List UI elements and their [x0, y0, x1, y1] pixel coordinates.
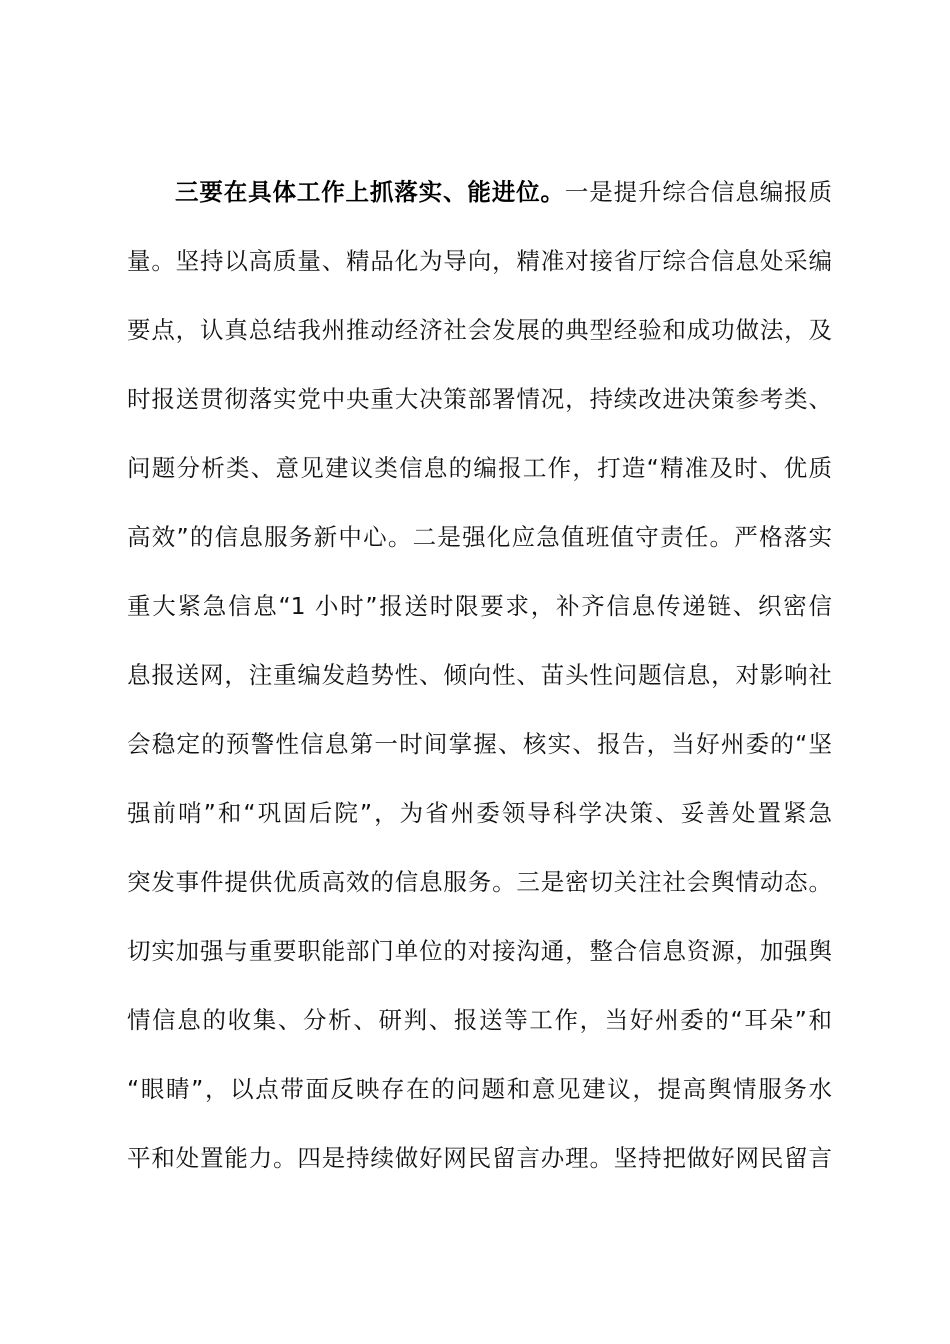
- paragraph-line-11: 突发事件提供优质高效的信息服务。三是密切关注社会舆情动态。: [127, 868, 832, 896]
- paragraph-line-6: 高效”的信息服务新中心。二是强化应急值班值守责任。严格落实: [127, 523, 832, 551]
- paragraph-line-3: 要点，认真总结我州推动经济社会发展的典型经验和成功做法，及: [127, 316, 832, 344]
- first-line-text: 一是提升综合信息编报质: [564, 178, 833, 206]
- paragraph-line-1: [127, 158, 832, 227]
- paragraph-line-15: 平和处置能力。四是持续做好网民留言办理。坚持把做好网民留言: [127, 1144, 832, 1172]
- body-paragraph: [127, 158, 832, 1193]
- paragraph-line-13: 情信息的收集、分析、研判、报送等工作，当好州委的“耳朵”和: [127, 1006, 832, 1034]
- paragraph-line-5: 问题分析类、意见建议类信息的编报工作，打造“精准及时、优质: [127, 454, 832, 482]
- paragraph-line-10: 强前哨”和“巩固后院”，为省州委领导科学决策、妥善处置紧急: [127, 799, 832, 827]
- paragraph-line-9: 会稳定的预警性信息第一时间掌握、核实、报告，当好州委的“坚: [127, 730, 832, 758]
- paragraph-line-12: 切实加强与重要职能部门单位的对接沟通，整合信息资源，加强舆: [127, 937, 832, 965]
- paragraph-line-14: “眼睛”，以点带面反映存在的问题和意见建议，提高舆情服务水: [127, 1075, 832, 1103]
- paragraph-line-8: 息报送网，注重编发趋势性、倾向性、苗头性问题信息，对影响社: [127, 661, 832, 689]
- paragraph-line-4: 时报送贯彻落实党中央重大决策部署情况，持续改进决策参考类、: [127, 385, 832, 413]
- paragraph-line-2: 量。坚持以高质量、精品化为导向，精准对接省厅综合信息处采编: [127, 247, 832, 275]
- section-heading: 三要在具体工作上抓落实、能进位。: [175, 178, 565, 206]
- paragraph-line-7: 重大紧急信息“1 小时”报送时限要求，补齐信息传递链、织密信: [127, 592, 832, 620]
